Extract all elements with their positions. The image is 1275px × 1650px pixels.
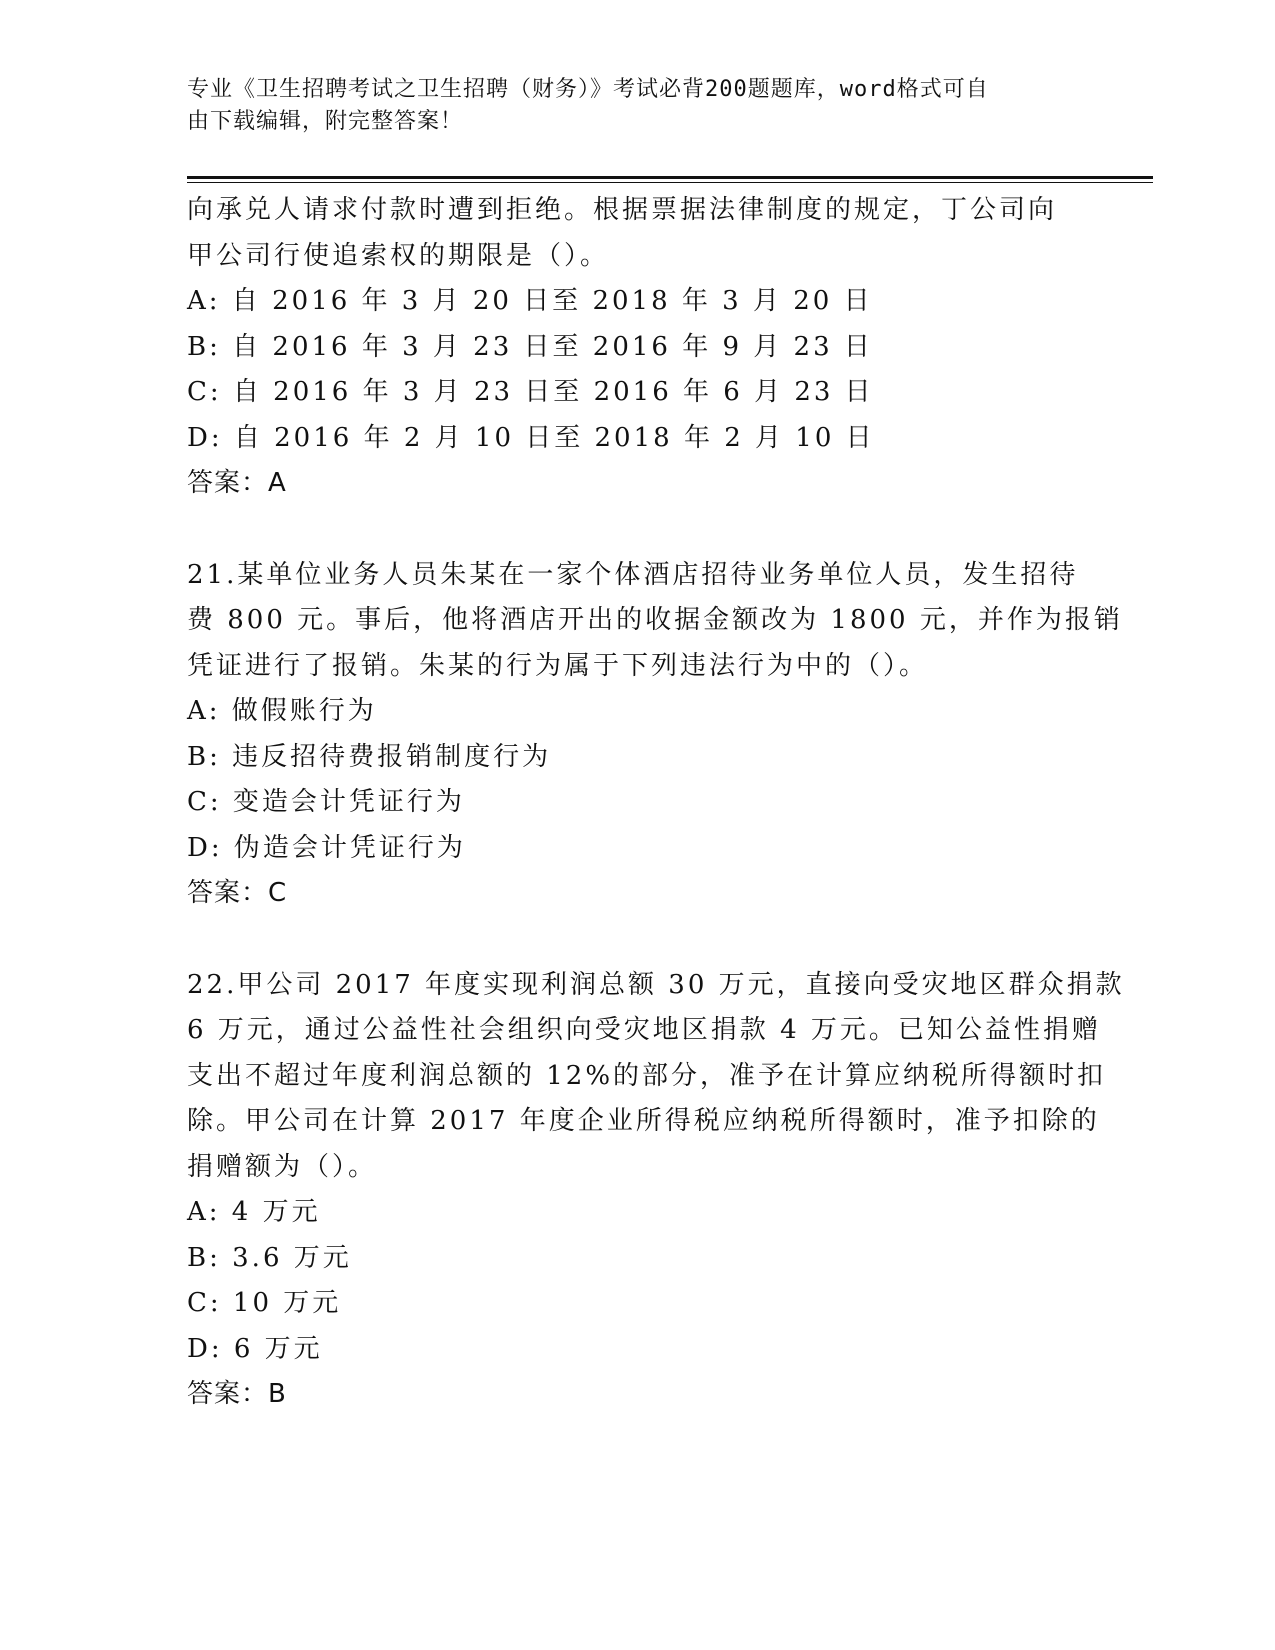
- question-stem-line: 费 800 元。事后，他将酒店开出的收据金额改为 1800 元，并作为报销: [187, 605, 1123, 635]
- header-title-line-2: 由下载编辑，附完整答案！: [187, 109, 464, 134]
- option-a: A: 自 2016 年 3 月 20 日至 2018 年 3 月 20 日: [187, 286, 873, 316]
- header-title-line-1: 专业《卫生招聘考试之卫生招聘（财务）》考试必背200题题库，word格式可自: [187, 77, 989, 102]
- question-stem-line: 除。甲公司在计算 2017 年度企业所得税应纳税所得额时，准予扣除的: [187, 1106, 1100, 1136]
- question-stem-line: 向承兑人请求付款时遭到拒绝。根据票据法律制度的规定，丁公司向: [187, 195, 1058, 225]
- option-d: D: 伪造会计凭证行为: [187, 832, 466, 863]
- question-spacer: [187, 507, 1087, 553]
- question-spacer: [187, 917, 1087, 963]
- answer-line: 答案：C: [187, 878, 288, 908]
- question-stem-line: 6 万元，通过公益性社会组织向受灾地区捐款 4 万元。已知公益性捐赠: [187, 1015, 1101, 1045]
- question-stem-line: 凭证进行了报销。朱某的行为属于下列违法行为中的（）。: [187, 650, 929, 681]
- question-stem-line: 21.某单位业务人员朱某在一家个体酒店招待业务单位人员，发生招待: [187, 559, 1079, 590]
- option-c: C: 变造会计凭证行为: [187, 787, 465, 817]
- question-stem-line: 捐赠额为（）。: [187, 1151, 378, 1182]
- option-c: C: 10 万元: [187, 1288, 342, 1318]
- option-a: A: 4 万元: [187, 1197, 321, 1227]
- question-stem-line: 22.甲公司 2017 年度实现利润总额 30 万元，直接向受灾地区群众捐款: [187, 969, 1125, 1000]
- header-divider-thick: [187, 176, 1153, 179]
- question-22: [187, 963, 1125, 1418]
- answer-line: 答案：B: [187, 1379, 287, 1409]
- question-21: [187, 553, 1123, 917]
- header-divider-thin: [187, 182, 1153, 183]
- option-d: D: 自 2016 年 2 月 10 日至 2018 年 2 月 10 日: [187, 422, 875, 453]
- option-a: A: 做假账行为: [187, 696, 377, 726]
- option-b: B: 3.6 万元: [187, 1242, 352, 1273]
- question-list: [187, 188, 1125, 1418]
- question-stem-line: 支出不超过年度利润总额的 12%的部分，准予在计算应纳税所得额时扣: [187, 1060, 1107, 1091]
- option-c: C: 自 2016 年 3 月 23 日至 2016 年 6 月 23 日: [187, 377, 874, 407]
- option-b: B: 违反招待费报销制度行为: [187, 741, 552, 772]
- page-header: [187, 74, 1067, 138]
- option-d: D: 6 万元: [187, 1333, 323, 1364]
- option-b: B: 自 2016 年 3 月 23 日至 2016 年 9 月 23 日: [187, 331, 873, 362]
- question-stem-line: 甲公司行使追索权的期限是（）。: [187, 240, 610, 271]
- question-20: [187, 188, 1087, 507]
- answer-line: 答案：A: [187, 468, 287, 498]
